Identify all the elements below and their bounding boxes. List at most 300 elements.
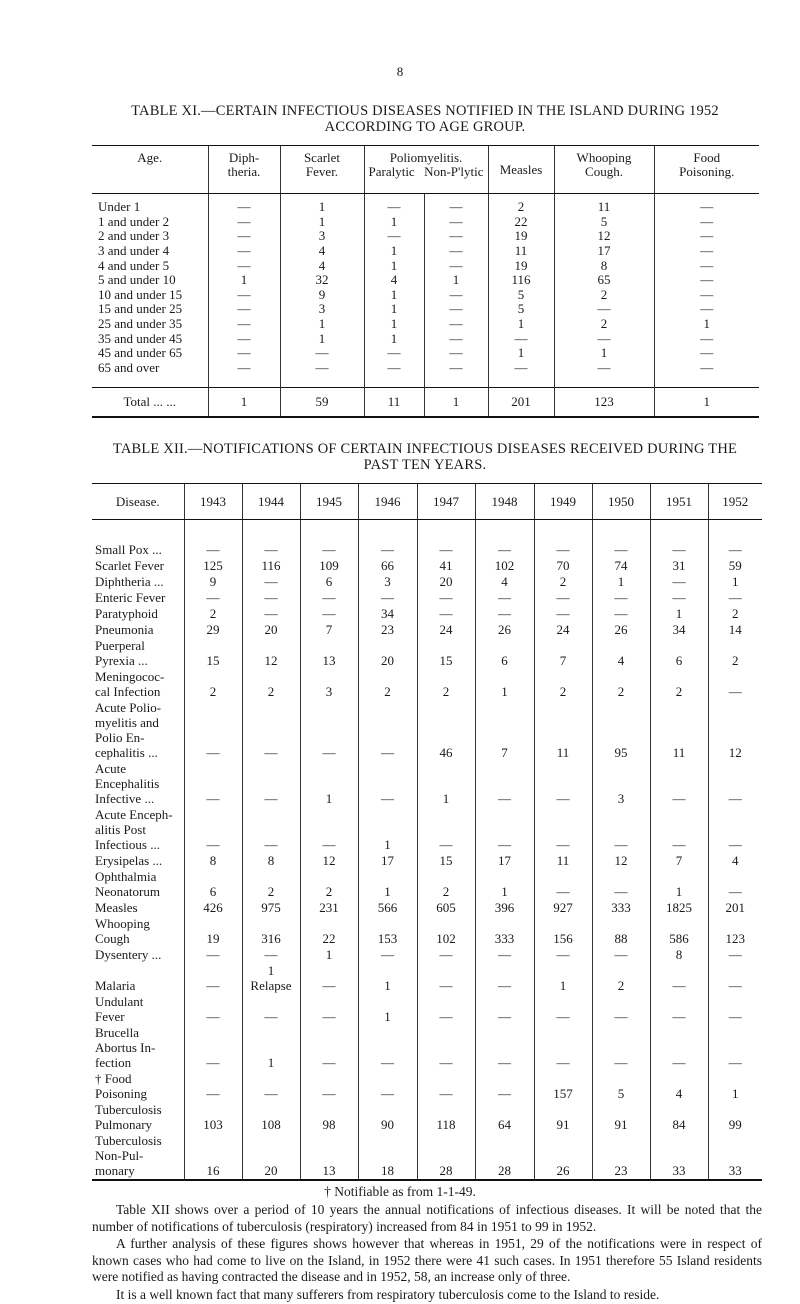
table-cell: —	[300, 994, 358, 1025]
table-xii-row	[92, 947, 762, 963]
table-cell: 1	[280, 317, 364, 332]
table-cell: —	[208, 331, 280, 346]
table-xii-row	[92, 638, 762, 669]
table-cell: 333	[475, 916, 534, 947]
table-cell: —	[650, 761, 708, 807]
table-cell: 19	[184, 916, 242, 947]
table-cell: —	[300, 1025, 358, 1071]
table-cell: —	[184, 807, 242, 853]
table-cell: —	[424, 229, 488, 244]
table-cell: —	[280, 346, 364, 361]
table-cell: —	[417, 520, 475, 559]
table-xi-row	[92, 194, 759, 215]
table-xii-row	[92, 1133, 762, 1180]
table-cell: 3	[358, 574, 417, 590]
table-cell: —	[475, 947, 534, 963]
table-cell: —	[592, 1025, 650, 1071]
table-cell: 1	[364, 244, 424, 259]
table-cell: 1	[364, 331, 424, 346]
table-cell: —	[300, 807, 358, 853]
total-cell: 59	[280, 388, 364, 418]
table-cell: 1	[364, 288, 424, 303]
table-cell: 4	[650, 1071, 708, 1102]
table-cell: —	[208, 361, 280, 388]
table-cell: 125	[184, 558, 242, 574]
table-cell: 1	[475, 869, 534, 900]
disease-label: Acute Encephalitis Infective ...	[95, 761, 160, 806]
table-cell: —	[184, 1025, 242, 1071]
header-year: 1948	[475, 484, 534, 520]
table-cell: 333	[592, 900, 650, 916]
table-cell: 19	[488, 258, 554, 273]
age-group-label: 2 and under 3	[98, 228, 170, 244]
table-cell: —	[184, 994, 242, 1025]
table-cell: 5	[554, 215, 654, 230]
table-cell: 4	[475, 574, 534, 590]
paragraph-3: It is a well known fact that many sufferers from respiratory tuberculosis come to the Island to reside.	[116, 1287, 660, 1302]
table-cell: —	[650, 1025, 708, 1071]
table-cell: 108	[242, 1102, 300, 1133]
table-cell: —	[650, 963, 708, 994]
table-cell: 2	[650, 669, 708, 700]
table-cell: —	[242, 700, 300, 761]
table-cell: 2	[592, 669, 650, 700]
table-cell: 91	[592, 1102, 650, 1133]
table-cell: 16	[184, 1133, 242, 1180]
table-cell: —	[654, 288, 759, 303]
table-cell: —	[424, 258, 488, 273]
table-cell: —	[424, 215, 488, 230]
disease-label: Scarlet Fever	[95, 558, 164, 573]
table-cell: 4	[280, 244, 364, 259]
page-number: 8	[396, 64, 404, 79]
table-cell: 1	[364, 302, 424, 317]
table-cell: 1	[300, 947, 358, 963]
table-xii-body	[92, 520, 762, 1181]
table-xii-row	[92, 916, 762, 947]
disease-label: Erysipelas ...	[95, 853, 163, 868]
disease-label: Measles	[95, 900, 138, 915]
table-cell: 26	[534, 1133, 592, 1180]
table-cell: —	[424, 194, 488, 215]
table-cell: 6	[300, 574, 358, 590]
table-cell: 396	[475, 900, 534, 916]
disease-label: Meningococ- cal Infection	[95, 669, 165, 699]
table-cell: 2	[184, 606, 242, 622]
table-cell: —	[208, 346, 280, 361]
table-cell: 8	[650, 947, 708, 963]
table-xi	[92, 145, 759, 418]
table-cell: —	[708, 963, 762, 994]
table-cell: —	[592, 520, 650, 559]
age-group-label: 65 and over	[98, 359, 160, 375]
table-cell: —	[650, 520, 708, 559]
table-xi-total-row	[92, 388, 759, 418]
table-cell: —	[242, 807, 300, 853]
table-cell: 2	[534, 669, 592, 700]
table-cell: —	[208, 194, 280, 215]
table-cell: 566	[358, 900, 417, 916]
table-cell: —	[475, 994, 534, 1025]
table-cell: 102	[475, 558, 534, 574]
age-group-label: 35 and under 45	[98, 330, 183, 346]
table-cell: 2	[534, 574, 592, 590]
header-poliomyelitis-label: Poliomyelitis.	[389, 150, 463, 165]
disease-label: Pneumonia	[95, 622, 154, 637]
table-xii-row	[92, 853, 762, 869]
header-year: 1947	[417, 484, 475, 520]
header-year: 1945	[300, 484, 358, 520]
table-cell: 1	[534, 963, 592, 994]
table-cell: 2	[592, 963, 650, 994]
table-cell: —	[650, 807, 708, 853]
total-cell: 11	[364, 388, 424, 418]
table-cell: 2	[708, 606, 762, 622]
table-cell: —	[592, 869, 650, 900]
table-xii-row	[92, 669, 762, 700]
header-year: 1943	[184, 484, 242, 520]
table-xi-row	[92, 244, 759, 259]
table-cell: 12	[708, 700, 762, 761]
table-cell: —	[654, 346, 759, 361]
table-xii	[92, 483, 762, 1181]
table-cell: 201	[708, 900, 762, 916]
table-cell: 31	[650, 558, 708, 574]
table-cell: —	[708, 807, 762, 853]
table-xii-row	[92, 994, 762, 1025]
table-cell: —	[534, 994, 592, 1025]
table-cell: 5	[488, 288, 554, 303]
table-cell: 102	[417, 916, 475, 947]
table-cell: 91	[534, 1102, 592, 1133]
table-cell: 28	[417, 1133, 475, 1180]
table-cell: 1	[708, 574, 762, 590]
table-cell: 59	[708, 558, 762, 574]
table-cell: 153	[358, 916, 417, 947]
table-cell: —	[300, 963, 358, 994]
table-cell: 23	[592, 1133, 650, 1180]
table-cell: 3	[300, 669, 358, 700]
table-cell: 64	[475, 1102, 534, 1133]
table-cell: —	[534, 590, 592, 606]
table-cell: 1	[708, 1071, 762, 1102]
table-cell: 24	[417, 622, 475, 638]
age-group-label: 10 and under 15	[98, 286, 183, 302]
table-cell: 1	[280, 331, 364, 346]
table-cell: —	[417, 606, 475, 622]
table-cell: 7	[650, 853, 708, 869]
table-cell: 4	[708, 853, 762, 869]
table-cell: 3	[280, 302, 364, 317]
table-cell: 65	[554, 273, 654, 288]
table-cell: —	[488, 361, 554, 388]
table-cell: 1	[280, 194, 364, 215]
table-cell: —	[654, 273, 759, 288]
table-cell: 8	[554, 258, 654, 273]
disease-label: Malaria	[95, 978, 136, 993]
table-cell: 84	[650, 1102, 708, 1133]
table-cell: 23	[358, 622, 417, 638]
table-cell: 29	[184, 622, 242, 638]
table-cell: 116	[242, 558, 300, 574]
table-cell: 1	[358, 963, 417, 994]
table-xi-title-line2: ACCORDING TO AGE GROUP.	[324, 119, 526, 135]
age-group-label: 45 and under 65	[98, 345, 183, 361]
table-cell: 2	[242, 869, 300, 900]
table-xi-body	[92, 194, 759, 388]
table-cell: 15	[184, 638, 242, 669]
table-cell: —	[417, 994, 475, 1025]
header-poliomyelitis-subheaders	[365, 165, 488, 179]
age-group-label: 3 and under 4	[98, 243, 170, 259]
table-cell: —	[417, 963, 475, 994]
table-cell: —	[300, 590, 358, 606]
table-cell: 5	[592, 1071, 650, 1102]
table-cell: —	[424, 302, 488, 317]
table-cell: 7	[300, 622, 358, 638]
table-cell: 2	[554, 317, 654, 332]
table-cell: —	[534, 606, 592, 622]
table-cell: 13	[300, 1133, 358, 1180]
table-cell: 4	[364, 273, 424, 288]
table-cell: 231	[300, 900, 358, 916]
table-cell: 12	[242, 638, 300, 669]
table-cell: —	[650, 574, 708, 590]
table-cell: 1825	[650, 900, 708, 916]
table-cell: 6	[475, 638, 534, 669]
table-cell: 1	[300, 761, 358, 807]
table-xii-row	[92, 807, 762, 853]
table-cell: 11	[650, 700, 708, 761]
disease-label: Diphtheria ...	[95, 574, 164, 589]
table-cell: 4	[592, 638, 650, 669]
table-cell: 1	[280, 215, 364, 230]
header-age: Age.	[92, 146, 208, 194]
table-cell: —	[242, 520, 300, 559]
table-cell: 1	[488, 317, 554, 332]
header-measles: Measles	[488, 146, 554, 194]
table-cell: —	[358, 590, 417, 606]
table-cell: 103	[184, 1102, 242, 1133]
table-cell: —	[475, 807, 534, 853]
table-xii-row	[92, 520, 762, 559]
table-cell: 156	[534, 916, 592, 947]
table-xii-row	[92, 761, 762, 807]
table-cell: 116	[488, 273, 554, 288]
table-cell: —	[708, 869, 762, 900]
header-scarlet-fever: Scarlet Fever.	[280, 146, 364, 194]
table-cell: 9	[184, 574, 242, 590]
table-cell: —	[592, 947, 650, 963]
table-cell: —	[654, 229, 759, 244]
table-cell: —	[708, 947, 762, 963]
table-cell: 1	[208, 273, 280, 288]
table-cell: —	[534, 761, 592, 807]
table-cell: 157	[534, 1071, 592, 1102]
table-cell: 20	[358, 638, 417, 669]
table-cell: 586	[650, 916, 708, 947]
table-cell: —	[358, 761, 417, 807]
table-cell: 11	[554, 194, 654, 215]
table-cell: —	[184, 1071, 242, 1102]
table-cell: —	[534, 1025, 592, 1071]
table-cell: —	[554, 361, 654, 388]
table-cell: 2	[184, 669, 242, 700]
table-xi-title-line1: TABLE XI.—CERTAIN INFECTIOUS DISEASES NOTIFIED IN THE ISLAND DURING 1952	[131, 103, 719, 119]
table-xi-row	[92, 302, 759, 317]
table-cell: 1	[358, 807, 417, 853]
table-xii-row	[92, 622, 762, 638]
table-xi-row	[92, 258, 759, 273]
table-cell: —	[488, 331, 554, 346]
header-diphtheria: Diph- theria.	[208, 146, 280, 194]
table-cell: 11	[534, 853, 592, 869]
total-label: Total ... ...	[92, 388, 208, 418]
table-cell: —	[475, 963, 534, 994]
table-cell: —	[208, 229, 280, 244]
disease-label: Tuberculosis Pulmonary	[95, 1102, 162, 1132]
table-cell: —	[654, 215, 759, 230]
header-year: 1946	[358, 484, 417, 520]
table-cell: 3	[280, 229, 364, 244]
table-xi-row	[92, 317, 759, 332]
header-non-paralytic: Non-P'lytic	[424, 164, 484, 179]
table-cell: 1	[242, 1025, 300, 1071]
table-cell: —	[242, 994, 300, 1025]
disease-label: Acute Polio- myelitis and Polio En- cephalitis ...	[95, 700, 162, 760]
table-cell: —	[358, 520, 417, 559]
header-year: 1944	[242, 484, 300, 520]
table-cell: 2	[242, 669, 300, 700]
table-cell: 2	[358, 669, 417, 700]
table-cell: 33	[708, 1133, 762, 1180]
table-cell: 26	[475, 622, 534, 638]
table-cell: 15	[417, 638, 475, 669]
table-cell: 12	[300, 853, 358, 869]
table-cell: 2	[417, 669, 475, 700]
table-xi-row	[92, 229, 759, 244]
table-xi-row	[92, 215, 759, 230]
table-cell: —	[654, 194, 759, 215]
table-cell: —	[364, 361, 424, 388]
disease-label: Brucella Abortus In- fection	[95, 1025, 156, 1070]
table-cell: 14	[708, 622, 762, 638]
table-cell: —	[417, 1025, 475, 1071]
table-xi-row	[92, 346, 759, 361]
table-xii-row	[92, 606, 762, 622]
table-cell: 118	[417, 1102, 475, 1133]
table-cell: —	[654, 361, 759, 388]
total-cell: 123	[554, 388, 654, 418]
paragraph-2: A further analysis of these figures shows however that whereas in 1951, 29 of the notifications were in respect of known cases who had come to live on the Island, in 1952 there were 41 such cases. In 1951 therefore 55 Island residents were notified as having contracted the disease and in 1952, 58, an increase only of three.	[92, 1236, 762, 1284]
table-cell: —	[242, 574, 300, 590]
table-cell: 22	[488, 215, 554, 230]
table-cell: —	[424, 331, 488, 346]
disease-label: Dysentery ...	[95, 947, 162, 962]
table-cell: —	[358, 700, 417, 761]
table-cell: 426	[184, 900, 242, 916]
table-cell: 2	[417, 869, 475, 900]
table-cell: —	[554, 331, 654, 346]
table-cell: 99	[708, 1102, 762, 1133]
table-cell: 19	[488, 229, 554, 244]
table-cell: —	[242, 761, 300, 807]
header-year: 1950	[592, 484, 650, 520]
table-cell: 32	[280, 273, 364, 288]
table-xi-row	[92, 331, 759, 346]
table-cell: —	[654, 302, 759, 317]
paragraph-1: Table XII shows over a period of 10 years the annual notifications of infectious diseases. It will be noted that the number of notifications of tuberculosis (respiratory) increased from 84 in 1951 to 99 in 1952.	[92, 1202, 762, 1234]
table-cell: —	[300, 520, 358, 559]
table-cell: —	[364, 346, 424, 361]
table-xii-header-row	[92, 484, 762, 520]
table-cell: —	[475, 590, 534, 606]
table-xii-row	[92, 900, 762, 916]
disease-label: Whooping Cough	[95, 916, 150, 946]
table-cell: 26	[592, 622, 650, 638]
table-xii-title-line1: TABLE XII.—NOTIFICATIONS OF CERTAIN INFECTIOUS DISEASES RECEIVED DURING THE	[112, 441, 738, 457]
table-cell: 33	[650, 1133, 708, 1180]
table-cell: —	[708, 1025, 762, 1071]
table-cell: 28	[475, 1133, 534, 1180]
table-xii-row	[92, 963, 762, 994]
age-group-label: 4 and under 5	[98, 257, 170, 273]
table-cell: —	[208, 288, 280, 303]
table-cell: —	[208, 317, 280, 332]
table-cell: 1	[650, 606, 708, 622]
header-disease: Disease.	[92, 484, 184, 520]
table-cell: —	[208, 302, 280, 317]
table-cell: 8	[184, 853, 242, 869]
table-cell: —	[708, 520, 762, 559]
table-cell: —	[424, 361, 488, 388]
table-cell: 12	[554, 229, 654, 244]
table-cell: 1	[364, 258, 424, 273]
disease-label: Puerperal Pyrexia ...	[95, 638, 148, 668]
table-cell: —	[708, 590, 762, 606]
table-cell: —	[208, 215, 280, 230]
table-cell: 605	[417, 900, 475, 916]
table-cell: —	[358, 1071, 417, 1102]
table-cell: 34	[358, 606, 417, 622]
table-cell: —	[592, 606, 650, 622]
table-cell: 316	[242, 916, 300, 947]
table-cell: 2	[488, 194, 554, 215]
table-cell: —	[654, 244, 759, 259]
table-cell: —	[417, 947, 475, 963]
table-cell: 4	[280, 258, 364, 273]
table-cell: 1	[364, 215, 424, 230]
table-cell: 6	[184, 869, 242, 900]
table-cell: —	[184, 700, 242, 761]
age-group-label: 5 and under 10	[98, 272, 176, 288]
table-cell: 20	[417, 574, 475, 590]
table-cell: 11	[534, 700, 592, 761]
table-cell: 24	[534, 622, 592, 638]
table-cell: 7	[475, 700, 534, 761]
disease-label: Undulant Fever	[95, 994, 144, 1024]
table-cell: 17	[554, 244, 654, 259]
table-cell: —	[654, 331, 759, 346]
table-xi-row	[92, 273, 759, 288]
table-xii-row	[92, 558, 762, 574]
table-cell: —	[184, 947, 242, 963]
age-group-label: 15 and under 25	[98, 301, 183, 317]
table-cell: —	[592, 590, 650, 606]
table-cell: —	[475, 520, 534, 559]
table-cell: —	[534, 807, 592, 853]
table-cell: 1	[424, 273, 488, 288]
